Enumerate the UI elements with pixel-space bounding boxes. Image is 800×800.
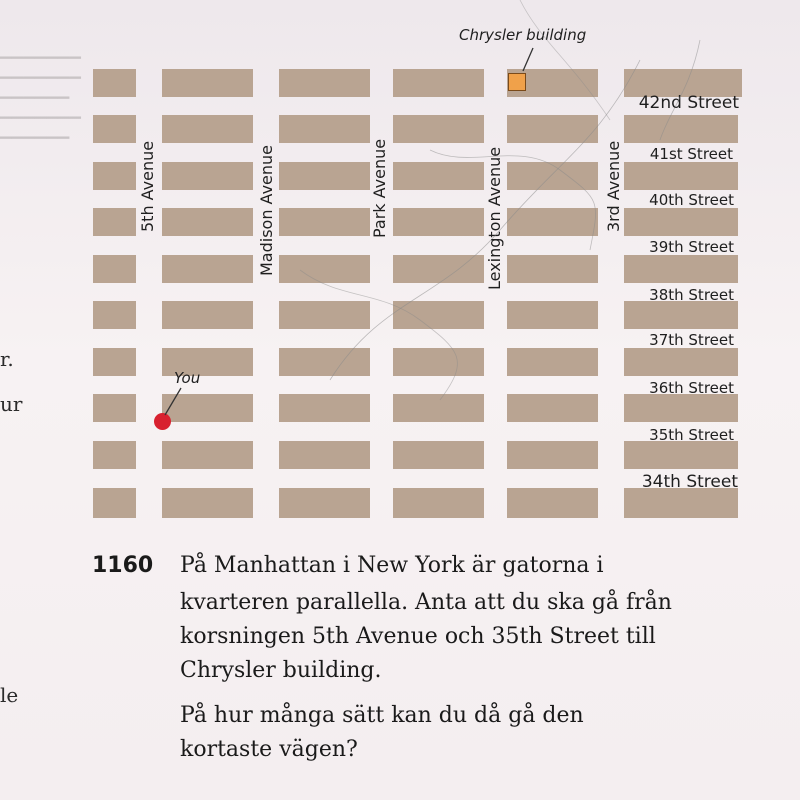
city-block (93, 348, 136, 376)
city-block (162, 488, 253, 518)
city-block (624, 255, 738, 283)
city-block (162, 69, 253, 97)
city-block (279, 441, 370, 469)
city-block (93, 115, 136, 143)
city-block (624, 441, 738, 469)
city-block (507, 208, 598, 236)
city-block (93, 162, 136, 190)
city-block (393, 115, 484, 143)
street-label-36th: 36th Street (649, 379, 734, 397)
city-block (393, 441, 484, 469)
city-block (279, 208, 370, 236)
city-block (279, 348, 370, 376)
you-label: You (174, 369, 201, 387)
city-block (507, 255, 598, 283)
street-label-42nd: 42nd Street (638, 93, 739, 113)
city-block (393, 69, 484, 97)
city-block (624, 208, 738, 236)
city-block (162, 441, 253, 469)
street-label-41st: 41st Street (649, 145, 733, 163)
avenue-label-5th: 5th Avenue (138, 140, 157, 232)
city-block (507, 348, 598, 376)
city-block (279, 488, 370, 518)
margin-fragment: le (0, 683, 19, 707)
city-block (507, 394, 598, 422)
city-block (393, 255, 484, 283)
city-block (507, 115, 598, 143)
street-label-38th: 38th Street (649, 286, 734, 304)
city-block (93, 488, 136, 518)
city-block (162, 115, 253, 143)
city-block (507, 162, 598, 190)
street-label-34th: 34th Street (641, 472, 738, 492)
margin-fragment: ur (0, 392, 23, 416)
city-block (624, 488, 738, 518)
city-block (624, 348, 738, 376)
city-block (279, 162, 370, 190)
problem-line: korsningen 5th Avenue och 35th Street till (180, 624, 656, 649)
city-block (279, 115, 370, 143)
city-block (162, 301, 253, 329)
city-block (162, 255, 253, 283)
show-through-text: ▁▁▁▁▁▁▁ ▁▁▁▁▁▁▁ ▁▁▁▁▁▁ ▁▁▁▁▁▁▁ ▁▁▁▁▁▁ (0, 41, 81, 139)
city-block (279, 69, 370, 97)
chrysler-building-label: Chrysler building (459, 26, 587, 44)
city-block (393, 162, 484, 190)
city-block (279, 394, 370, 422)
problem-line: Chrysler building. (180, 658, 382, 683)
city-block (93, 441, 136, 469)
city-block (279, 255, 370, 283)
you-location-marker (154, 413, 171, 430)
problem-number: 1160 (92, 553, 154, 578)
city-block (624, 301, 738, 329)
chrysler-building-marker (508, 73, 526, 91)
city-block (507, 301, 598, 329)
street-label-40th: 40th Street (649, 191, 734, 209)
problem-line: På Manhattan i New York är gatorna i (180, 553, 604, 578)
city-block (93, 208, 136, 236)
city-block (393, 348, 484, 376)
avenue-label-3rd: 3rd Avenue (604, 140, 623, 232)
city-block (162, 394, 253, 422)
problem-question: kortaste vägen? (180, 737, 358, 762)
city-block (624, 115, 738, 143)
city-block (93, 69, 136, 97)
avenue-label-park: Park Avenue (370, 138, 389, 238)
problem-question: På hur många sätt kan du då gå den (180, 703, 584, 728)
city-block (393, 488, 484, 518)
city-block (279, 301, 370, 329)
city-block (507, 488, 598, 518)
street-label-37th: 37th Street (649, 331, 734, 349)
street-label-39th: 39th Street (649, 238, 734, 256)
city-block (393, 301, 484, 329)
city-block (624, 394, 738, 422)
city-block (393, 394, 484, 422)
city-block (162, 162, 253, 190)
city-block (93, 301, 136, 329)
margin-fragment: r. (0, 347, 14, 371)
city-block (162, 208, 253, 236)
street-label-35th: 35th Street (649, 426, 734, 444)
city-block (624, 162, 738, 190)
avenue-label-lexington: Lexington Avenue (485, 146, 504, 290)
city-block (507, 441, 598, 469)
city-block (93, 394, 136, 422)
problem-line: kvarteren parallella. Anta att du ska gå från (180, 590, 672, 615)
city-block (393, 208, 484, 236)
avenue-label-madison: Madison Avenue (257, 144, 276, 276)
city-block (93, 255, 136, 283)
